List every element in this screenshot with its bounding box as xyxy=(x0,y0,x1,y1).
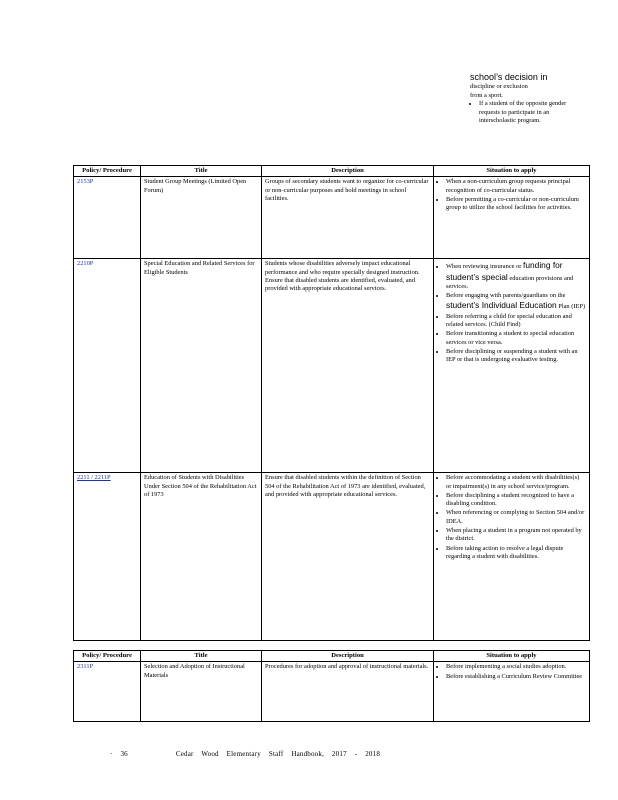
table-header-row xyxy=(74,166,590,177)
situation-item: • Before referring a child for special education and related services. (Child Find) xyxy=(446,313,586,330)
situation-list xyxy=(437,178,586,212)
continuation-list xyxy=(470,100,570,126)
header-description: Description xyxy=(262,651,434,662)
header-situation: Situation to apply xyxy=(434,166,590,177)
policy-situations xyxy=(434,662,590,722)
situation-list xyxy=(437,474,586,561)
situation-fragment: Plan (IEP) xyxy=(556,303,586,311)
policy-situations xyxy=(434,473,590,641)
continuation-heading: school’s decision in xyxy=(470,72,548,82)
situation-list xyxy=(437,663,586,681)
table-row xyxy=(74,259,590,473)
header-title: Title xyxy=(141,166,262,177)
policy-number-link[interactable]: 2211 / 2211P xyxy=(77,474,111,482)
policy-description: Ensure that disabled students within the definition of Section 504 of the Rehabilitation Act of 1973 are identified, evaluated, and provided with appropriate educational services. xyxy=(262,473,434,641)
situation-fragment: Before engaging with parents/guardians on the xyxy=(446,292,566,300)
policy-description: Groups of secondary students want to organize for co-curricular or non-curricular purposes and hold meetings in school facilities. xyxy=(262,177,434,259)
situation-fragment: funding for student’s special xyxy=(446,260,563,282)
policy-number-link[interactable]: 2153P xyxy=(77,178,94,186)
situation-item xyxy=(446,292,586,312)
continuation-line: discipline or exclusion xyxy=(470,83,528,90)
policy-title: Education of Students with Disabilities Under Section 504 of the Rehabilitation Act of 1973 xyxy=(141,473,262,641)
situation-item: • When placing a student in a program not operated by the district. xyxy=(446,527,586,544)
situation-fragment: When reviewing insurance or xyxy=(446,263,524,271)
situation-item xyxy=(446,260,586,291)
policy-table xyxy=(73,165,590,641)
header-description: Description xyxy=(262,166,434,177)
policy-title: Special Education and Related Services for Eligible Students xyxy=(141,259,262,473)
policy-number[interactable] xyxy=(74,177,141,259)
policy-number-link[interactable]: 2311P xyxy=(77,663,94,671)
situation-item: • Before disciplining a student recognized to have a disabling condition. xyxy=(446,492,586,509)
page-footer xyxy=(110,750,380,758)
policy-number[interactable] xyxy=(74,473,141,641)
situation-item: • Before permitting a co-curricular or non-curriculum group to utilize the school facilities for activities. xyxy=(446,196,586,213)
policy-number-link[interactable]: 2210P xyxy=(77,260,94,268)
policy-description: Procedures for adoption and approval of instructional materials. xyxy=(262,662,434,722)
policy-situations xyxy=(434,259,590,473)
situation-item: • When a non-curriculum group requests principal recognition of co-curricular status. xyxy=(446,178,586,195)
page-number: · 36 xyxy=(110,750,128,758)
policy-table-continued xyxy=(73,650,590,722)
situation-fragment: student’s Individual Education xyxy=(446,300,557,311)
situation-item: • Before transitioning a student to special education services or vice versa. xyxy=(446,330,586,347)
policy-description: Students whose disabilities adversely impact educational performance and who require specially designed instruction. Ensure that disabled students are identified, evaluated, and provided with appropriate educational services. xyxy=(262,259,434,473)
policy-number[interactable] xyxy=(74,662,141,722)
continuation-line: from a sport. xyxy=(470,91,503,99)
footer-text: Cedar Wood Elementary Staff Handbook, 2017 - 2018 xyxy=(175,750,381,758)
table-header-row xyxy=(74,651,590,662)
header-title: Title xyxy=(141,651,262,662)
header-policy: Policy/ Procedure xyxy=(74,651,141,662)
situation-item: • Before taking action to resolve a legal dispute regarding a student with disabilities. xyxy=(446,545,586,562)
header-situation: Situation to apply xyxy=(434,651,590,662)
situation-item: • Before disciplining or suspending a student with an IEP or that is undergoing evaluative testing. xyxy=(446,348,586,365)
continuation-fragment xyxy=(470,72,570,126)
situation-item: • When referencing or complying to Section 504 and/or IDEA. xyxy=(446,509,586,526)
header-policy: Policy/ Procedure xyxy=(74,166,141,177)
table-row xyxy=(74,473,590,641)
situation-item: • Before implementing a social studies adoption. xyxy=(446,663,586,671)
situation-item: • Before establishing a Curriculum Review Committee xyxy=(446,673,586,681)
situation-fragment: education provisions and services. xyxy=(446,274,574,290)
situation-list xyxy=(437,260,586,364)
policy-number[interactable] xyxy=(74,259,141,473)
table-row xyxy=(74,662,590,722)
policy-title: Selection and Adoption of Instructional Materials xyxy=(141,662,262,722)
situation-item: • Before accommodating a student with disabilities(s) or impairment(s) in any school service/program. xyxy=(446,474,586,491)
table-row xyxy=(74,177,590,259)
policy-situations xyxy=(434,177,590,259)
policy-title: Student Group Meetings (Limited Open Forum) xyxy=(141,177,262,259)
continuation-bullet: • If a student of the opposite gender requests to participate in an interscholastic program. xyxy=(479,100,570,126)
